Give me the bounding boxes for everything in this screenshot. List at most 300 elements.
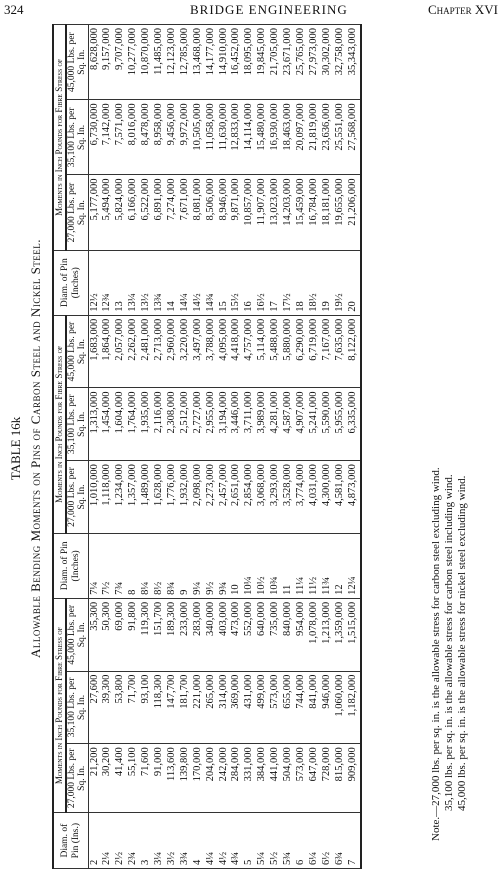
moment-cell: 7,142,000 bbox=[101, 100, 114, 175]
moment-cell: 314,000 bbox=[218, 671, 231, 744]
moment-cell: 221,000 bbox=[192, 671, 205, 744]
moment-cell: 18,181,000 bbox=[321, 175, 334, 250]
moment-cell: 815,000 bbox=[334, 744, 347, 813]
moment-cell: 283,000 bbox=[192, 598, 205, 671]
moment-cell: 12,123,000 bbox=[166, 25, 179, 100]
moment-cell: 403,000 bbox=[218, 598, 231, 671]
moment-cell: 3,788,000 bbox=[205, 315, 218, 388]
pin-diameter-cell: 16 bbox=[243, 250, 256, 315]
pin-diameter-cell: 8¾ bbox=[166, 533, 179, 598]
moment-cell: 93,100 bbox=[140, 671, 153, 744]
moment-cell: 27,973,000 bbox=[308, 25, 321, 100]
moment-cell: 2,057,000 bbox=[114, 315, 127, 388]
moment-cell: 2,960,000 bbox=[166, 315, 179, 388]
moment-cell: 32,758,000 bbox=[334, 25, 347, 100]
moment-cell: 19,845,000 bbox=[256, 25, 269, 100]
moment-cell: 735,000 bbox=[269, 598, 282, 671]
moment-cell: 69,000 bbox=[114, 598, 127, 671]
moment-cell: 19,655,000 bbox=[334, 175, 347, 250]
moment-cell: 27,568,000 bbox=[347, 100, 361, 175]
moment-cell: 18,095,000 bbox=[243, 25, 256, 100]
moment-cell: 15,459,000 bbox=[295, 175, 308, 250]
moment-cell: 2,116,000 bbox=[153, 388, 166, 461]
moment-cell: 11,907,000 bbox=[256, 175, 269, 250]
moment-cell: 1,604,000 bbox=[114, 388, 127, 461]
moment-cell: 2,651,000 bbox=[230, 461, 243, 534]
moment-cell: 384,000 bbox=[256, 744, 269, 813]
moment-cell: 13,468,000 bbox=[192, 25, 205, 100]
table-row bbox=[321, 25, 334, 869]
moments-header-2: Moments in Inch Pounds for Fibre Stress of bbox=[53, 315, 66, 533]
table-notes bbox=[430, 467, 469, 841]
moment-cell: 10,505,000 bbox=[192, 100, 205, 175]
moment-cell: 2,955,000 bbox=[205, 388, 218, 461]
stress-header: 45,000 Lbs. per Sq. In. bbox=[66, 315, 89, 388]
pin-diameter-cell: 2¾ bbox=[127, 813, 140, 869]
moment-cell: 1,118,000 bbox=[101, 461, 114, 534]
pin-diameter-cell: 13½ bbox=[140, 250, 153, 315]
moment-cell: 499,000 bbox=[256, 671, 269, 744]
pin-diameter-cell: 15½ bbox=[230, 250, 243, 315]
moment-cell: 11,630,000 bbox=[218, 100, 231, 175]
pin-diameter-cell: 15 bbox=[218, 250, 231, 315]
moment-cell: 20,097,000 bbox=[295, 100, 308, 175]
pin-diameter-cell: 17 bbox=[269, 250, 282, 315]
pin-diameter-cell: 10½ bbox=[256, 533, 269, 598]
pin-diameter-cell: 18 bbox=[295, 250, 308, 315]
moment-cell: 1,489,000 bbox=[140, 461, 153, 534]
note-line: 35,100 lbs. per sq. in. is the allowable stress for carbon steel including wind. bbox=[443, 474, 455, 811]
moment-cell: 728,000 bbox=[321, 744, 334, 813]
moments-header-1: Moments in Inch Pounds for Fibre Stress of bbox=[53, 598, 66, 812]
moment-cell: 3,293,000 bbox=[269, 461, 282, 534]
rotated-table-block bbox=[0, 20, 490, 877]
moment-cell: 9,871,000 bbox=[230, 175, 243, 250]
stress-header: 45,000 Lbs. per Sq. In. bbox=[66, 25, 89, 100]
moment-cell: 4,907,000 bbox=[295, 388, 308, 461]
moment-cell: 233,000 bbox=[179, 598, 192, 671]
pin-diameter-cell: 7¾ bbox=[114, 533, 127, 598]
moment-cell: 3,194,000 bbox=[218, 388, 231, 461]
moment-cell: 5,880,000 bbox=[282, 315, 295, 388]
moment-cell: 4,300,000 bbox=[321, 461, 334, 534]
pin-diameter-cell: 9¾ bbox=[218, 533, 231, 598]
moment-cell: 139,800 bbox=[179, 744, 192, 813]
pin-diameter-cell: 5¾ bbox=[282, 813, 295, 869]
moment-cell: 7,274,000 bbox=[166, 175, 179, 250]
pin-diameter-cell: 12 bbox=[334, 533, 347, 598]
pin-diameter-cell: 2½ bbox=[114, 813, 127, 869]
moment-cell: 946,000 bbox=[321, 671, 334, 744]
moments-table bbox=[52, 24, 362, 869]
moment-cell: 3,068,000 bbox=[256, 461, 269, 534]
pin-diameter-cell: 14½ bbox=[192, 250, 205, 315]
moment-cell: 8,016,000 bbox=[127, 100, 140, 175]
moment-cell: 14,203,000 bbox=[282, 175, 295, 250]
table-row bbox=[256, 25, 269, 869]
moment-cell: 1,010,000 bbox=[88, 461, 101, 534]
moment-cell: 53,800 bbox=[114, 671, 127, 744]
table-title: Allowable Bending Moments on Pins of Carbon Steel and Nickel Steel. bbox=[28, 238, 43, 659]
moment-cell: 655,000 bbox=[282, 671, 295, 744]
moment-cell: 30,302,000 bbox=[321, 25, 334, 100]
table-row bbox=[218, 25, 231, 869]
moment-cell: 1,234,000 bbox=[114, 461, 127, 534]
moment-cell: 3,220,000 bbox=[179, 315, 192, 388]
pin-diameter-cell: 2 bbox=[88, 813, 101, 869]
diam-header-2: Diam. of Pin (Inches) bbox=[53, 533, 88, 598]
moment-cell: 1,359,000 bbox=[334, 598, 347, 671]
moment-cell: 9,456,000 bbox=[166, 100, 179, 175]
moment-cell: 23,671,000 bbox=[282, 25, 295, 100]
pin-diameter-cell: 3¾ bbox=[179, 813, 192, 869]
moment-cell: 41,400 bbox=[114, 744, 127, 813]
pin-diameter-cell: 9¼ bbox=[192, 533, 205, 598]
chapter-label: Chapter XVI bbox=[427, 2, 498, 17]
moment-cell: 441,000 bbox=[269, 744, 282, 813]
moment-cell: 8,946,000 bbox=[218, 175, 231, 250]
moment-cell: 4,095,000 bbox=[218, 315, 231, 388]
moment-cell: 744,000 bbox=[295, 671, 308, 744]
stress-header: 35,100 Lbs. per Sq. In. bbox=[66, 388, 89, 461]
moment-cell: 9,157,000 bbox=[101, 25, 114, 100]
page-header bbox=[0, 0, 500, 20]
stress-header: 27,000 Lbs. per Sq. In. bbox=[66, 175, 89, 250]
moment-cell: 7,571,000 bbox=[114, 100, 127, 175]
moment-cell: 39,300 bbox=[101, 671, 114, 744]
moment-cell: 3,711,000 bbox=[243, 388, 256, 461]
moment-cell: 16,930,000 bbox=[269, 100, 282, 175]
moment-cell: 2,273,000 bbox=[205, 461, 218, 534]
moment-cell: 5,494,000 bbox=[101, 175, 114, 250]
pin-diameter-cell: 14¾ bbox=[205, 250, 218, 315]
table-row bbox=[205, 25, 218, 869]
pin-diameter-cell: 9½ bbox=[205, 533, 218, 598]
moment-cell: 25,551,000 bbox=[334, 100, 347, 175]
moment-cell: 113,600 bbox=[166, 744, 179, 813]
moment-cell: 3,989,000 bbox=[256, 388, 269, 461]
moment-cell: 8,081,000 bbox=[192, 175, 205, 250]
moment-cell: 552,000 bbox=[243, 598, 256, 671]
pin-diameter-cell: 7 bbox=[347, 813, 361, 869]
pin-diameter-cell: 6½ bbox=[321, 813, 334, 869]
pin-diameter-cell: 4¾ bbox=[230, 813, 243, 869]
moment-cell: 242,000 bbox=[218, 744, 231, 813]
pin-diameter-cell: 8 bbox=[127, 533, 140, 598]
moment-cell: 3,497,000 bbox=[192, 315, 205, 388]
moment-cell: 10,870,000 bbox=[140, 25, 153, 100]
moment-cell: 25,765,000 bbox=[295, 25, 308, 100]
moment-cell: 4,581,000 bbox=[334, 461, 347, 534]
table-row bbox=[179, 25, 192, 869]
table-body bbox=[88, 25, 361, 869]
moment-cell: 12,785,000 bbox=[179, 25, 192, 100]
pin-diameter-cell: 5¼ bbox=[256, 813, 269, 869]
table-row bbox=[88, 25, 101, 869]
pin-diameter-cell: 5½ bbox=[269, 813, 282, 869]
moment-cell: 1,182,000 bbox=[347, 671, 361, 744]
pin-diameter-cell: 2¼ bbox=[101, 813, 114, 869]
moment-cell: 1,060,000 bbox=[334, 671, 347, 744]
moment-cell: 265,000 bbox=[205, 671, 218, 744]
moment-cell: 2,727,000 bbox=[192, 388, 205, 461]
moment-cell: 573,000 bbox=[269, 671, 282, 744]
moment-cell: 11,485,000 bbox=[153, 25, 166, 100]
page-number: 324 bbox=[4, 2, 24, 17]
moment-cell: 841,000 bbox=[308, 671, 321, 744]
moment-cell: 1,683,000 bbox=[88, 315, 101, 388]
moment-cell: 4,873,000 bbox=[347, 461, 361, 534]
pin-diameter-cell: 11½ bbox=[308, 533, 321, 598]
moment-cell: 4,757,000 bbox=[243, 315, 256, 388]
moment-cell: 151,700 bbox=[153, 598, 166, 671]
stress-header: 35,100 Lbs. per Sq. In. bbox=[66, 671, 89, 744]
moment-cell: 21,206,000 bbox=[347, 175, 361, 250]
note-line: 45,000 lbs. per sq. in. is the allowable stress for nickel steel excluding wind. bbox=[456, 475, 468, 811]
moment-cell: 8,506,000 bbox=[205, 175, 218, 250]
pin-diameter-cell: 11¼ bbox=[295, 533, 308, 598]
pin-diameter-cell: 3 bbox=[140, 813, 153, 869]
moment-cell: 431,000 bbox=[243, 671, 256, 744]
moment-cell: 3,446,000 bbox=[230, 388, 243, 461]
table-row bbox=[192, 25, 205, 869]
moment-cell: 369,000 bbox=[230, 671, 243, 744]
table-row bbox=[334, 25, 347, 869]
table-row bbox=[230, 25, 243, 869]
table-number: TABLE 16k bbox=[8, 416, 23, 481]
moment-cell: 91,000 bbox=[153, 744, 166, 813]
diam-header-3: Diam. of Pin (Inches) bbox=[53, 250, 88, 315]
moment-cell: 18,463,000 bbox=[282, 100, 295, 175]
moment-cell: 118,300 bbox=[153, 671, 166, 744]
moment-cell: 6,719,000 bbox=[308, 315, 321, 388]
moment-cell: 14,177,000 bbox=[205, 25, 218, 100]
moment-cell: 3,528,000 bbox=[282, 461, 295, 534]
moment-cell: 5,114,000 bbox=[256, 315, 269, 388]
moment-cell: 7,167,000 bbox=[321, 315, 334, 388]
table-row bbox=[347, 25, 361, 869]
pin-diameter-cell: 10¼ bbox=[243, 533, 256, 598]
moment-cell: 840,000 bbox=[282, 598, 295, 671]
moment-cell: 4,281,000 bbox=[269, 388, 282, 461]
pin-diameter-cell: 12¼ bbox=[347, 533, 361, 598]
moment-cell: 170,000 bbox=[192, 744, 205, 813]
moment-cell: 11,058,000 bbox=[205, 100, 218, 175]
table-row bbox=[282, 25, 295, 869]
moment-cell: 1,864,000 bbox=[101, 315, 114, 388]
stress-header: 35,100 Lbs. per Sq. In. bbox=[66, 100, 89, 175]
stress-header: 27,000 Lbs. per Sq. In. bbox=[66, 744, 89, 813]
moment-cell: 15,480,000 bbox=[256, 100, 269, 175]
moment-cell: 2,457,000 bbox=[218, 461, 231, 534]
moment-cell: 7,635,000 bbox=[334, 315, 347, 388]
table-row bbox=[269, 25, 282, 869]
stress-header: 45,000 Lbs. per Sq. In. bbox=[66, 598, 89, 671]
pin-diameter-cell: 20 bbox=[347, 250, 361, 315]
moment-cell: 2,098,000 bbox=[192, 461, 205, 534]
pin-diameter-cell: 12¾ bbox=[101, 250, 114, 315]
moment-cell: 909,000 bbox=[347, 744, 361, 813]
moments-header-3: Moments in Inch Pounds for Fibre Stress of bbox=[53, 25, 66, 251]
moment-cell: 2,308,000 bbox=[166, 388, 179, 461]
moment-cell: 9,707,000 bbox=[114, 25, 127, 100]
pin-diameter-cell: 13¾ bbox=[153, 250, 166, 315]
moment-cell: 8,958,000 bbox=[153, 100, 166, 175]
table-row bbox=[127, 25, 140, 869]
pin-diameter-cell: 11¾ bbox=[321, 533, 334, 598]
moment-cell: 473,000 bbox=[230, 598, 243, 671]
pin-diameter-cell: 19½ bbox=[334, 250, 347, 315]
pin-diameter-cell: 6¼ bbox=[308, 813, 321, 869]
moment-cell: 1,515,000 bbox=[347, 598, 361, 671]
pin-diameter-cell: 7¼ bbox=[88, 533, 101, 598]
moment-cell: 954,000 bbox=[295, 598, 308, 671]
moment-cell: 3,774,000 bbox=[295, 461, 308, 534]
moment-cell: 5,590,000 bbox=[321, 388, 334, 461]
moment-cell: 181,700 bbox=[179, 671, 192, 744]
moment-cell: 5,955,000 bbox=[334, 388, 347, 461]
moment-cell: 147,700 bbox=[166, 671, 179, 744]
moment-cell: 1,935,000 bbox=[140, 388, 153, 461]
moment-cell: 1,454,000 bbox=[101, 388, 114, 461]
moment-cell: 10,857,000 bbox=[243, 175, 256, 250]
running-title: BRIDGE ENGINEERING bbox=[190, 2, 348, 17]
moment-cell: 21,200 bbox=[88, 744, 101, 813]
moment-cell: 71,700 bbox=[127, 671, 140, 744]
moment-cell: 331,000 bbox=[243, 744, 256, 813]
moment-cell: 2,512,000 bbox=[179, 388, 192, 461]
moment-cell: 27,600 bbox=[88, 671, 101, 744]
moment-cell: 5,177,000 bbox=[88, 175, 101, 250]
note-line: Note.—27,000 lbs. per sq. in. is the allowable stress for carbon steel excluding wind. bbox=[430, 467, 442, 841]
pin-diameter-cell: 4¼ bbox=[205, 813, 218, 869]
moment-cell: 10,277,000 bbox=[127, 25, 140, 100]
moment-cell: 21,705,000 bbox=[269, 25, 282, 100]
moment-cell: 21,819,000 bbox=[308, 100, 321, 175]
pin-diameter-cell: 19 bbox=[321, 250, 334, 315]
pin-diameter-cell: 14 bbox=[166, 250, 179, 315]
table-row bbox=[166, 25, 179, 869]
pin-diameter-cell: 13 bbox=[114, 250, 127, 315]
moment-cell: 6,290,000 bbox=[295, 315, 308, 388]
table-row bbox=[114, 25, 127, 869]
moment-cell: 7,671,000 bbox=[179, 175, 192, 250]
pin-diameter-cell: 14¼ bbox=[179, 250, 192, 315]
pin-diameter-cell: 18½ bbox=[308, 250, 321, 315]
moment-cell: 6,730,000 bbox=[88, 100, 101, 175]
moment-cell: 4,587,000 bbox=[282, 388, 295, 461]
pin-diameter-cell: 11 bbox=[282, 533, 295, 598]
pin-diameter-cell: 6¾ bbox=[334, 813, 347, 869]
moment-cell: 1,313,000 bbox=[88, 388, 101, 461]
moment-cell: 1,764,000 bbox=[127, 388, 140, 461]
moment-cell: 640,000 bbox=[256, 598, 269, 671]
pin-diameter-cell: 3½ bbox=[166, 813, 179, 869]
moment-cell: 35,343,000 bbox=[347, 25, 361, 100]
moment-cell: 340,000 bbox=[205, 598, 218, 671]
moment-cell: 9,972,000 bbox=[179, 100, 192, 175]
moment-cell: 1,213,000 bbox=[321, 598, 334, 671]
moment-cell: 4,418,000 bbox=[230, 315, 243, 388]
moment-cell: 204,000 bbox=[205, 744, 218, 813]
moment-cell: 647,000 bbox=[308, 744, 321, 813]
moment-cell: 8,478,000 bbox=[140, 100, 153, 175]
moment-cell: 6,522,000 bbox=[140, 175, 153, 250]
pin-diameter-cell: 9 bbox=[179, 533, 192, 598]
moment-cell: 1,628,000 bbox=[153, 461, 166, 534]
moment-cell: 5,824,000 bbox=[114, 175, 127, 250]
moment-cell: 5,241,000 bbox=[308, 388, 321, 461]
moment-cell: 284,000 bbox=[230, 744, 243, 813]
table-row bbox=[308, 25, 321, 869]
moment-cell: 2,481,000 bbox=[140, 315, 153, 388]
pin-diameter-cell: 3¼ bbox=[153, 813, 166, 869]
pin-diameter-cell: 13¼ bbox=[127, 250, 140, 315]
moment-cell: 8,628,000 bbox=[88, 25, 101, 100]
pin-diameter-cell: 8¼ bbox=[140, 533, 153, 598]
pin-diameter-cell: 12½ bbox=[88, 250, 101, 315]
moment-cell: 8,122,000 bbox=[347, 315, 361, 388]
moment-cell: 14,910,000 bbox=[218, 25, 231, 100]
moment-cell: 1,776,000 bbox=[166, 461, 179, 534]
moment-cell: 16,784,000 bbox=[308, 175, 321, 250]
moment-cell: 6,891,000 bbox=[153, 175, 166, 250]
pin-diameter-cell: 10 bbox=[230, 533, 243, 598]
moment-cell: 14,114,000 bbox=[243, 100, 256, 175]
table-row bbox=[153, 25, 166, 869]
moment-cell: 1,078,000 bbox=[308, 598, 321, 671]
pin-diameter-cell: 17½ bbox=[282, 250, 295, 315]
stress-header: 27,000 Lbs. per Sq. In. bbox=[66, 461, 89, 534]
moment-cell: 573,000 bbox=[295, 744, 308, 813]
pin-diameter-cell: 5 bbox=[243, 813, 256, 869]
moment-cell: 4,031,000 bbox=[308, 461, 321, 534]
moment-cell: 6,335,000 bbox=[347, 388, 361, 461]
pin-diameter-cell: 7½ bbox=[101, 533, 114, 598]
pin-diameter-cell: 8½ bbox=[153, 533, 166, 598]
pin-diameter-cell: 10¾ bbox=[269, 533, 282, 598]
moment-cell: 91,800 bbox=[127, 598, 140, 671]
pin-diameter-cell: 4½ bbox=[218, 813, 231, 869]
table-row bbox=[101, 25, 114, 869]
moment-cell: 50,300 bbox=[101, 598, 114, 671]
moment-cell: 71,600 bbox=[140, 744, 153, 813]
table-row bbox=[295, 25, 308, 869]
moment-cell: 12,833,000 bbox=[230, 100, 243, 175]
moment-cell: 23,636,000 bbox=[321, 100, 334, 175]
moment-cell: 6,166,000 bbox=[127, 175, 140, 250]
moment-cell: 189,300 bbox=[166, 598, 179, 671]
moment-cell: 13,023,000 bbox=[269, 175, 282, 250]
moment-cell: 119,300 bbox=[140, 598, 153, 671]
table-row bbox=[243, 25, 256, 869]
pin-diameter-cell: 16½ bbox=[256, 250, 269, 315]
moment-cell: 2,854,000 bbox=[243, 461, 256, 534]
pin-diameter-cell: 4 bbox=[192, 813, 205, 869]
moment-cell: 55,100 bbox=[127, 744, 140, 813]
moment-cell: 504,000 bbox=[282, 744, 295, 813]
moment-cell: 2,713,000 bbox=[153, 315, 166, 388]
moment-cell: 35,300 bbox=[88, 598, 101, 671]
moment-cell: 30,200 bbox=[101, 744, 114, 813]
moment-cell: 1,932,000 bbox=[179, 461, 192, 534]
moment-cell: 2,262,000 bbox=[127, 315, 140, 388]
table-row bbox=[140, 25, 153, 869]
moment-cell: 16,452,000 bbox=[230, 25, 243, 100]
moment-cell: 1,357,000 bbox=[127, 461, 140, 534]
pin-diameter-cell: 6 bbox=[295, 813, 308, 869]
moment-cell: 5,488,000 bbox=[269, 315, 282, 388]
